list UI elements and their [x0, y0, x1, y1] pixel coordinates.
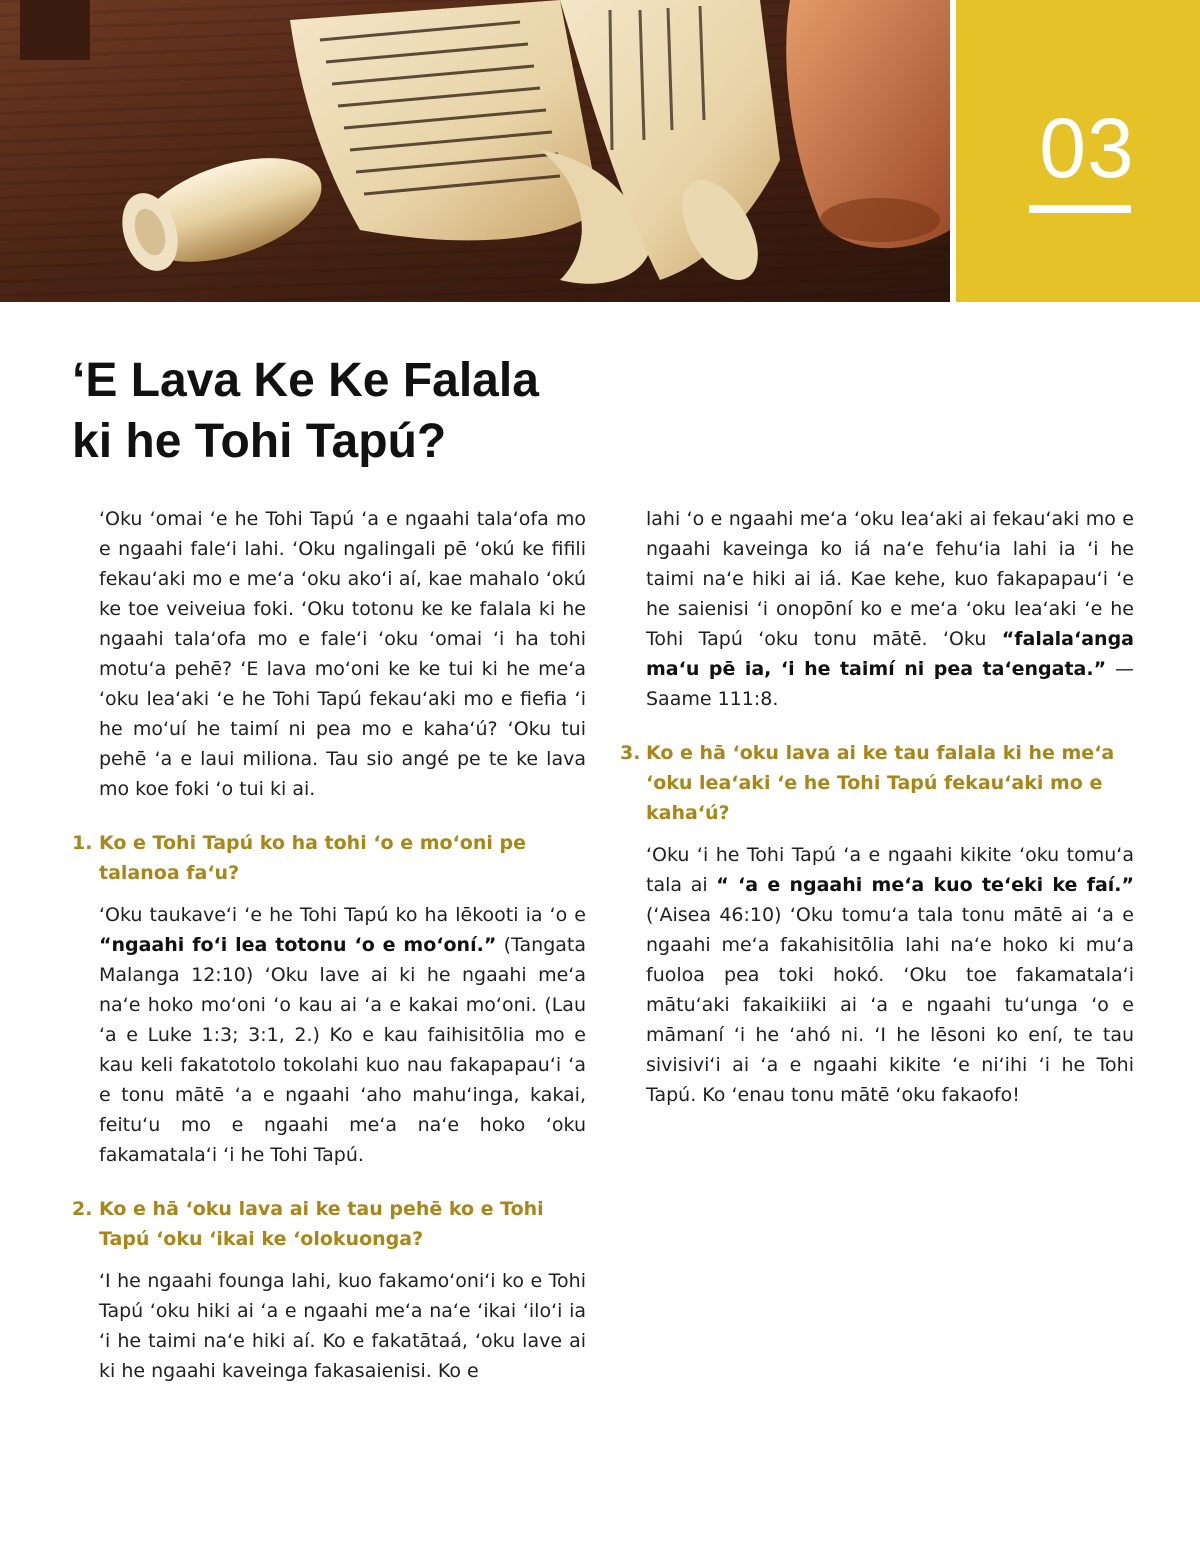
question-2	[72, 1194, 586, 1254]
left-scroll-roll	[113, 138, 334, 282]
answer-3-quote: “ ‘a e ngaahi me‘a kuo te‘eki ke faí.”	[716, 874, 1135, 896]
right-column	[620, 504, 1134, 1110]
question-1-text: Ko e Tohi Tapú ko ha tohi ‘o e mo‘oni pe talanoa fa‘u?	[99, 832, 526, 884]
answer-3-paragraph	[620, 840, 1134, 1110]
question-3-text: Ko e hā ‘oku lava ai ke tau falala ki he me‘a ‘oku lea‘aki ‘e he Tohi Tapú fekau‘aki mo e kaha‘ú?	[646, 742, 1115, 824]
chapter-badge	[956, 0, 1200, 302]
answer-1-quote: “ngaahi fo‘i lea totonu ‘o e mo‘oní.”	[99, 934, 497, 956]
title-line-2: ki he Tohi Tapú?	[72, 415, 447, 468]
chapter-number: 03	[1039, 101, 1135, 195]
answer-2-citation: —Saame 111:8.	[646, 658, 1134, 710]
answer-1-text-end: (Tangata Malanga 12:10) ‘Oku lave ai ki he ngaahi me‘a na‘e hoko mo‘oni ‘o kau ai ‘a e kakai mo‘oni. (Lau ‘a e Luke 1:3; 3:1, 2.) Ko e kau faihisitōlia mo e kau keli fakatotolo tokolahi kuo nau fakapapau‘i ‘a e tonu mātē ‘a e ngaahi ‘aho mahu‘inga, kakai, feitu‘u mo e ngaahi me‘a na‘e hoko ‘oku fakamatala‘i ‘i he Tohi Tapú.	[99, 934, 586, 1166]
chapter-underline	[1029, 205, 1131, 213]
answer-2-continued	[620, 504, 1134, 714]
scrolls-illustration	[0, 0, 950, 302]
question-2-text: Ko e hā ‘oku lava ai ke tau pehē ko e Tohi Tapú ‘oku ‘ikai ke ‘olokuonga?	[99, 1198, 544, 1250]
answer-1-text: ‘Oku taukave‘i ‘e he Tohi Tapú ko ha lēkooti ia ‘o e	[99, 904, 586, 926]
question-1	[72, 828, 586, 888]
inkwell-shape	[20, 0, 90, 60]
answer-1-paragraph	[72, 900, 586, 1170]
answer-3-text-end: (‘Aisea 46:10) ‘Oku tomu‘a tala tonu mātē ai ‘a e ngaahi me‘a fakahisitōlia lahi na‘e hoko ki mu‘a fuoloa pea toki hokó. ‘Oku toe fakamatala‘i mātu‘aki fakaikiiki ai ‘a e ngaahi tu‘unga ‘o e māmaní ‘i he ‘ahó ni. ‘I he lēsoni ko ení, te tau sivisivi‘i ai ‘a e ngaahi kikite ‘e ni‘ihi ‘i he Tohi Tapú. Ko ‘enau tonu mātē ‘oku fakaofo!	[646, 904, 1134, 1106]
title-line-1: ‘E Lava Ke Ke Falala	[72, 354, 539, 407]
question-2-number: 2.	[72, 1198, 93, 1220]
question-3	[620, 738, 1134, 828]
question-3-number: 3.	[620, 742, 641, 764]
left-column	[72, 504, 586, 1386]
answer-3-text: ‘Oku ‘i he Tohi Tapú ‘a e ngaahi kikite ‘oku tomu‘a tala ai	[646, 844, 1134, 896]
answer-2-quote: “falala‘anga ma‘u pē ia, ‘i he taimí ni pea ta‘engata.”	[646, 628, 1134, 680]
hero-image-scrolls	[0, 0, 950, 302]
answer-2-paragraph: ‘I he ngaahi founga lahi, kuo fakamo‘oni‘i ko e Tohi Tapú ‘oku hiki ai ‘a e ngaahi me‘a na‘e ‘ikai ‘ilo‘i ia ‘i he taimi na‘e hiki aí. Ko e fakatātaá, ‘oku lave ai ki he ngaahi kaveinga fakasaienisi. Ko e	[99, 1270, 586, 1382]
intro-paragraph: ‘Oku ‘omai ‘e he Tohi Tapú ‘a e ngaahi tala‘ofa mo e ngaahi fale‘i lahi. ‘Oku ngalingali pē ‘okú ke fifili fekau‘aki mo e me‘a ‘oku ako‘i aí, kae mahalo ‘okú ke toe veiveiua foki. ‘Oku totonu ke ke falala ki he ngaahi tala‘ofa mo e fale‘i ‘oku ‘omai ‘i ha tohi motu‘a pehē? ‘E lava mo‘oni ke ke tui ki he me‘a ‘oku lea‘aki ‘e he Tohi Tapú fekau‘aki mo e fiefia ‘i he mo‘uí he taimí ni pea mo e kaha‘ú? ‘Oku tui pehē ‘a e laui miliona. Tau sio angé pe te ke lava mo koe foki ‘o tui ki ai.	[99, 508, 586, 800]
page-title	[72, 350, 632, 472]
answer-2-continued-text: lahi ‘o e ngaahi me‘a ‘oku lea‘aki ai fekau‘aki mo e ngaahi kaveinga ko iá na‘e fehu‘ia lahi ia ‘i he taimi na‘e hiki ai iá. Kae kehe, kuo fakapapau‘i ‘e he saienisi ‘i onopōní ko e me‘a ‘oku lea‘aki ‘e he Tohi Tapú ‘oku tonu mātē. ‘Oku	[646, 508, 1134, 650]
clay-jar	[786, 0, 950, 248]
question-1-number: 1.	[72, 832, 93, 854]
